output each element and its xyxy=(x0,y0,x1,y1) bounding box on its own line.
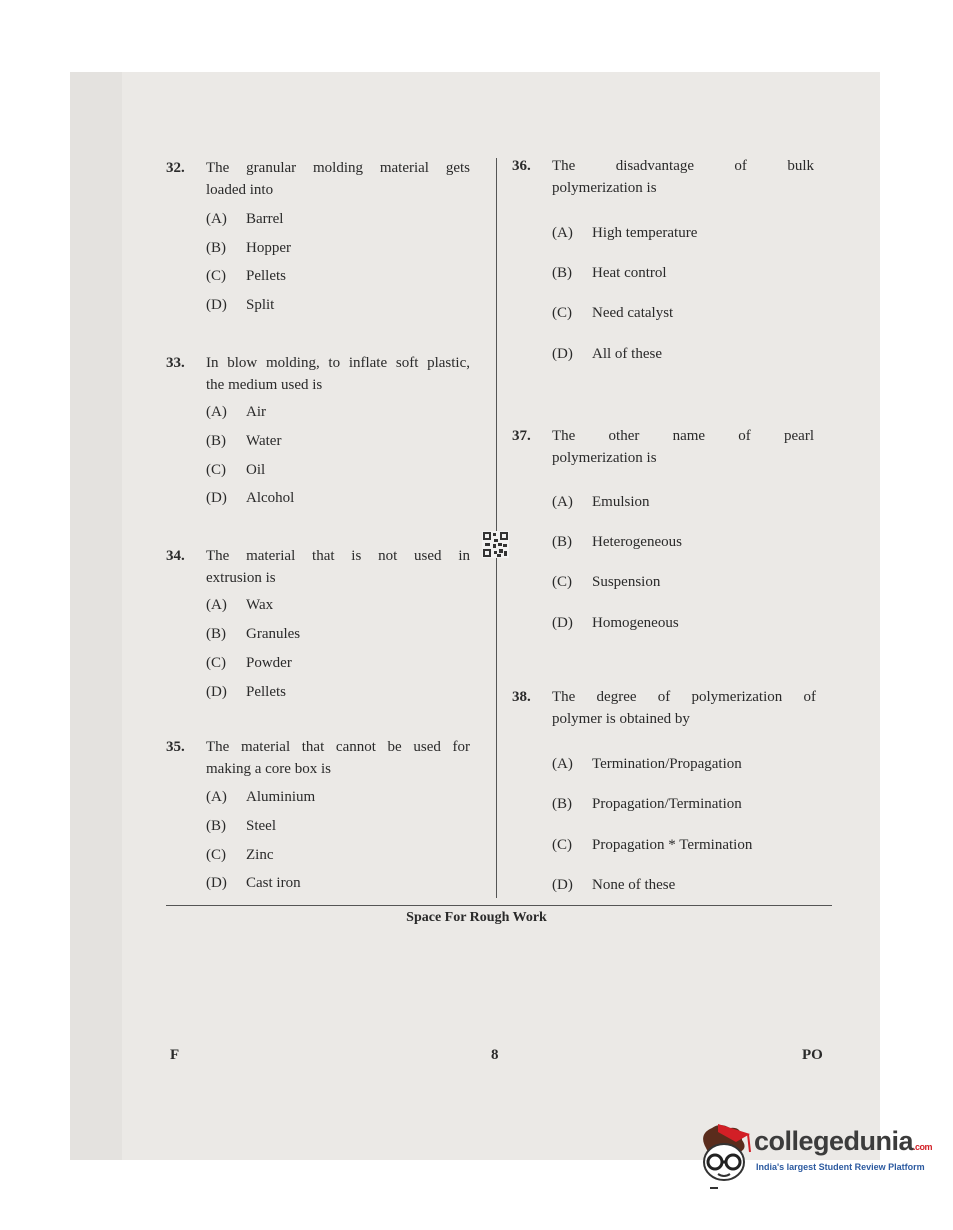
option-text: Heat control xyxy=(592,265,667,281)
question-text-line: polymer is obtained by xyxy=(552,711,690,727)
option-text: None of these xyxy=(592,877,676,893)
option-text: Oil xyxy=(246,462,266,478)
question-text-line: making a core box is xyxy=(206,761,331,777)
option-d xyxy=(552,612,679,634)
option-text: Propagation * Termination xyxy=(592,837,753,853)
option-b xyxy=(206,815,276,837)
option-text: Aluminium xyxy=(246,789,316,805)
option-label: (D) xyxy=(552,615,573,631)
question-number: 34. xyxy=(166,548,185,564)
option-b xyxy=(552,531,682,553)
option-text: Wax xyxy=(246,597,274,613)
option-text: Powder xyxy=(246,655,292,671)
question-text-line: polymerization is xyxy=(552,450,657,466)
question-text xyxy=(206,352,470,396)
question-text-line: extrusion is xyxy=(206,570,276,586)
option-text: All of these xyxy=(592,346,662,362)
option-c xyxy=(206,459,265,481)
option-text: Cast iron xyxy=(246,875,301,891)
qr-code-icon xyxy=(482,531,509,558)
option-label: (B) xyxy=(552,534,572,550)
option-label: (C) xyxy=(552,305,572,321)
option-a xyxy=(206,208,283,230)
page-shadow-edge xyxy=(70,72,122,1160)
option-label: (D) xyxy=(552,877,573,893)
question-text-line: The degree of polymerization of xyxy=(552,689,816,705)
question-number: 33. xyxy=(166,355,185,371)
option-label: (B) xyxy=(206,626,226,642)
option-label: (B) xyxy=(206,818,226,834)
question-number: 32. xyxy=(166,160,185,176)
question-number: 37. xyxy=(512,428,531,444)
option-text: Propagation/Termination xyxy=(592,796,742,812)
option-label: (C) xyxy=(552,837,572,853)
page-number: 8 xyxy=(491,1047,499,1063)
question-number: 35. xyxy=(166,739,185,755)
option-label: (A) xyxy=(552,225,573,241)
column-divider xyxy=(496,158,497,898)
option-d xyxy=(206,487,294,509)
footer-series-code: F xyxy=(170,1047,180,1063)
option-b xyxy=(206,430,281,452)
option-text: Pellets xyxy=(246,684,286,700)
question-number: 36. xyxy=(512,158,531,174)
question-number: 38. xyxy=(512,689,531,705)
option-text: Alcohol xyxy=(246,490,295,506)
option-a xyxy=(552,753,742,775)
option-label: (A) xyxy=(206,789,227,805)
option-a xyxy=(206,786,315,808)
option-c xyxy=(552,571,660,593)
footer-subject-code: PO xyxy=(802,1047,823,1063)
collegedunia-logo xyxy=(690,1122,933,1192)
logo-suffix: .com xyxy=(913,1142,933,1152)
option-d xyxy=(206,681,286,703)
logo-wordmark xyxy=(754,1126,932,1157)
option-label: (C) xyxy=(206,847,226,863)
option-d xyxy=(206,294,274,316)
question-text-line: The material that is not used in xyxy=(206,548,470,564)
question-text-line: In blow molding, to inflate soft plastic, xyxy=(206,355,470,371)
rough-work-rule xyxy=(166,905,832,906)
option-text: Split xyxy=(246,297,275,313)
option-label: (C) xyxy=(206,268,226,284)
option-text: Heterogeneous xyxy=(592,534,682,550)
option-a xyxy=(206,594,273,616)
option-label: (D) xyxy=(206,875,227,891)
option-a xyxy=(552,222,697,244)
option-label: (A) xyxy=(206,597,227,613)
option-text: Pellets xyxy=(246,268,286,284)
option-label: (B) xyxy=(206,433,226,449)
option-label: (A) xyxy=(552,494,573,510)
option-label: (C) xyxy=(206,462,226,478)
option-label: (B) xyxy=(552,796,572,812)
option-b xyxy=(552,262,667,284)
option-text: Suspension xyxy=(592,574,661,590)
option-text: High temperature xyxy=(592,225,698,241)
question-text-line: The material that cannot be used for xyxy=(206,739,470,755)
question-text xyxy=(206,736,470,780)
question-text-line: polymerization is xyxy=(552,180,657,196)
option-text: Granules xyxy=(246,626,301,642)
option-b xyxy=(206,623,300,645)
option-label: (C) xyxy=(552,574,572,590)
logo-tagline: India's largest Student Review Platform xyxy=(756,1162,925,1172)
option-d xyxy=(552,343,662,365)
option-text: Need catalyst xyxy=(592,305,674,321)
option-text: Termination/Propagation xyxy=(592,756,742,772)
option-text: Emulsion xyxy=(592,494,650,510)
option-text: Zinc xyxy=(246,847,274,863)
question-text-line: the medium used is xyxy=(206,377,323,393)
rough-work-label: Space For Rough Work xyxy=(406,910,547,925)
option-text: Air xyxy=(246,404,266,420)
question-text-line: The other name of pearl xyxy=(552,428,814,444)
option-label: (A) xyxy=(552,756,573,772)
page-sheet xyxy=(70,72,880,1160)
option-d xyxy=(206,872,301,894)
question-text-line: loaded into xyxy=(206,182,274,198)
option-d xyxy=(552,874,675,896)
option-c xyxy=(552,302,673,324)
option-text: Barrel xyxy=(246,211,284,227)
question-text xyxy=(552,155,814,199)
option-b xyxy=(206,237,291,259)
option-c xyxy=(206,652,292,674)
question-text-line: The granular molding material gets xyxy=(206,160,470,176)
option-label: (D) xyxy=(552,346,573,362)
option-label: (A) xyxy=(206,404,227,420)
option-label: (D) xyxy=(206,297,227,313)
option-a xyxy=(552,491,650,513)
option-text: Hopper xyxy=(246,240,291,256)
option-b xyxy=(552,793,742,815)
option-text: Steel xyxy=(246,818,276,834)
option-label: (D) xyxy=(206,684,227,700)
option-text: Homogeneous xyxy=(592,615,679,631)
option-label: (D) xyxy=(206,490,227,506)
question-text xyxy=(552,425,814,469)
option-a xyxy=(206,401,266,423)
option-label: (C) xyxy=(206,655,226,671)
question-text xyxy=(552,686,816,730)
student-mascot-icon xyxy=(690,1122,752,1192)
question-text xyxy=(206,157,470,201)
option-c xyxy=(552,834,752,856)
question-text-line: The disadvantage of bulk xyxy=(552,158,814,174)
option-c xyxy=(206,844,274,866)
option-label: (B) xyxy=(552,265,572,281)
question-text xyxy=(206,545,470,589)
option-label: (A) xyxy=(206,211,227,227)
option-c xyxy=(206,265,286,287)
option-label: (B) xyxy=(206,240,226,256)
logo-name: collegedunia xyxy=(754,1126,914,1156)
option-text: Water xyxy=(246,433,282,449)
